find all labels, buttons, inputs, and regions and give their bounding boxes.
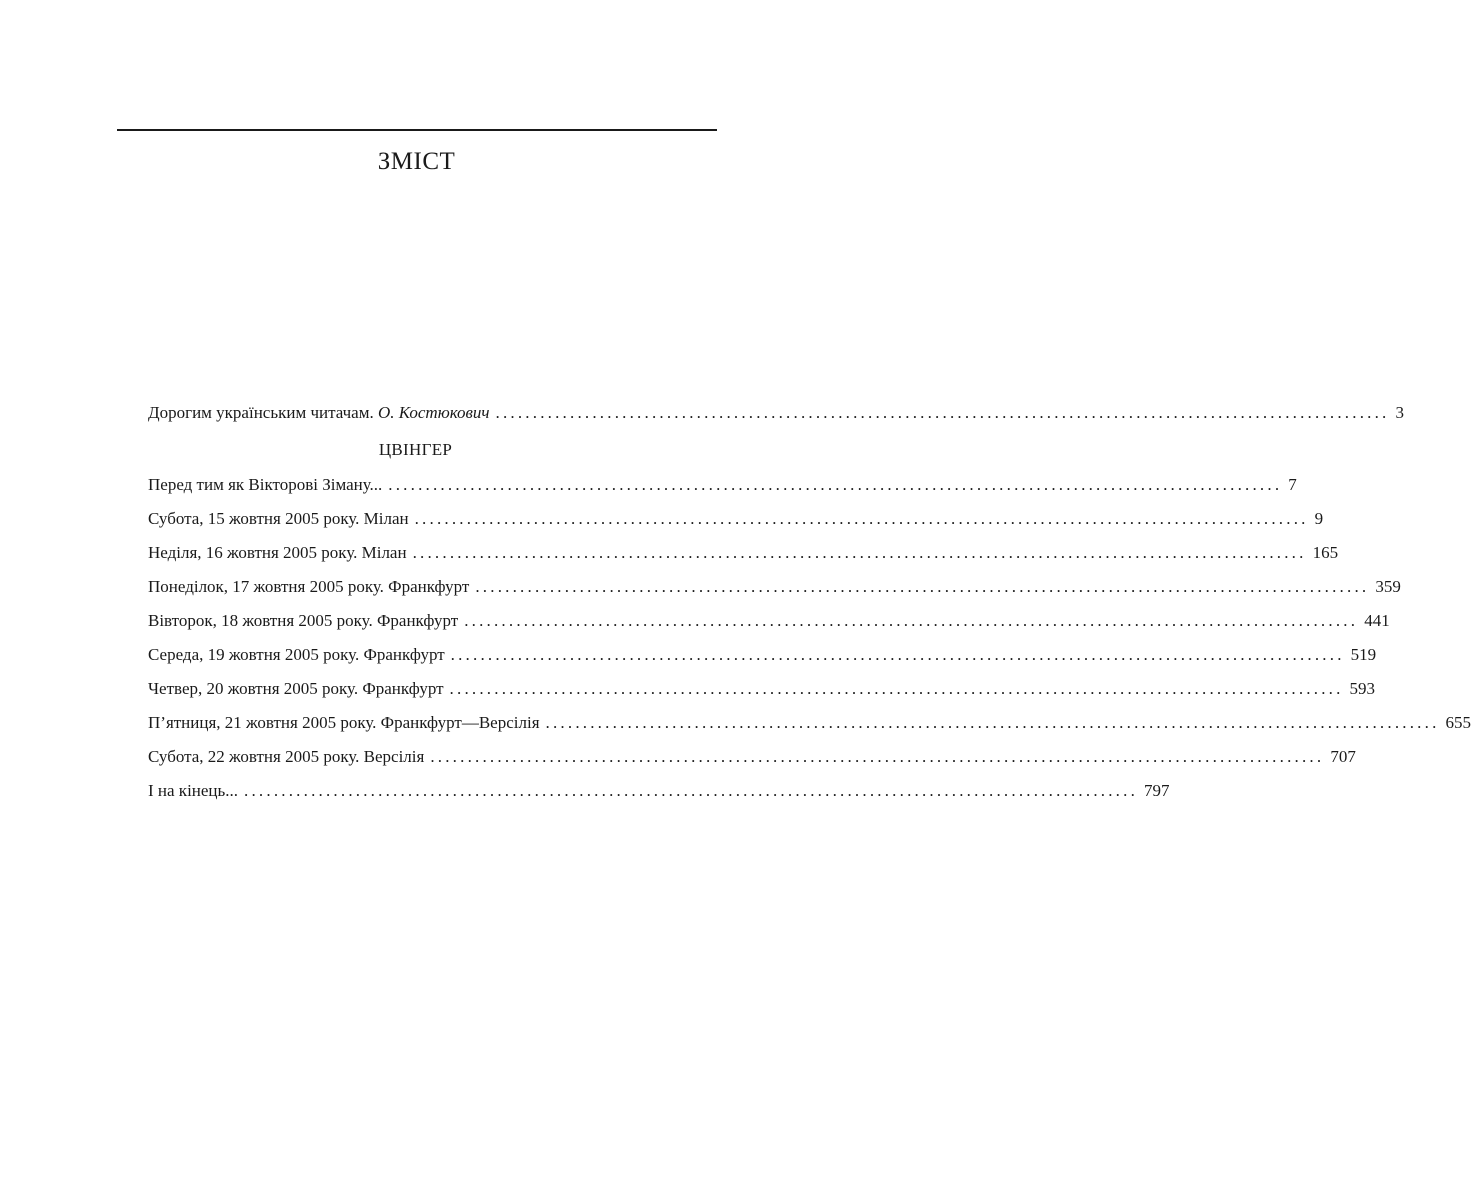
toc-page-number: 593 xyxy=(1349,679,1376,698)
toc-page-number: 359 xyxy=(1375,577,1401,596)
toc-entry-title: Субота, 22 жовтня 2005 року. Версілія xyxy=(148,747,425,766)
toc-entry-title: Неділя, 16 жовтня 2005 року. Мілан xyxy=(148,543,407,562)
toc-entry-title: Понеділок, 17 жовтня 2005 року. Франкфурт xyxy=(148,577,470,596)
toc-page-number: 165 xyxy=(1312,543,1339,562)
preface-text: Дорогим українським читачам. xyxy=(148,403,374,422)
dot-leader: ........................................................................................................................ xyxy=(412,543,1307,562)
dot-leader: ........................................................................................................................ xyxy=(430,747,1325,766)
toc-entry[interactable] xyxy=(148,536,1339,570)
dot-leader: ........................................................................................................................ xyxy=(414,509,1309,528)
top-rule xyxy=(117,129,717,131)
toc-entry-preface[interactable] xyxy=(148,396,1404,430)
toc-page-number: 441 xyxy=(1364,611,1390,630)
toc-entry[interactable] xyxy=(148,706,1471,740)
toc-entry-title: Перед тим як Вікторові Зіману... xyxy=(148,475,383,494)
toc-entry[interactable] xyxy=(148,638,1377,672)
toc-entry-title: П’ятниця, 21 жовтня 2005 року. Франкфурт—Версілія xyxy=(148,713,540,732)
toc-entry-title xyxy=(148,396,490,430)
toc-page-number: 707 xyxy=(1330,747,1356,766)
toc-page-number: 3 xyxy=(1395,403,1404,422)
toc-entry-title: Субота, 15 жовтня 2005 року. Мілан xyxy=(148,509,409,528)
dot-leader: ........................................................................................................................ xyxy=(449,679,1344,698)
toc-entry[interactable] xyxy=(148,672,1376,706)
toc-page-number: 797 xyxy=(1144,781,1170,800)
dot-leader: ........................................................................................................................ xyxy=(545,713,1440,732)
section-heading: ЦВІНГЕР xyxy=(378,440,453,459)
toc-entry-title: Середа, 19 жовтня 2005 року. Франкфурт xyxy=(148,645,445,664)
toc-entry[interactable] xyxy=(148,604,1390,638)
toc-page-number: 655 xyxy=(1445,713,1471,732)
toc-entry-title: Вівторок, 18 жовтня 2005 року. Франкфурт xyxy=(148,611,459,630)
dot-leader: ........................................................................................................................ xyxy=(450,645,1345,664)
dot-leader: ........................................................................................................................ xyxy=(475,577,1370,596)
dot-leader: ........................................................................................................................ xyxy=(388,475,1283,494)
dot-leader: ........................................................................................................................ xyxy=(495,403,1390,422)
page-title: ЗМІСТ xyxy=(377,148,456,175)
toc-entry-title: І на кінець... xyxy=(148,781,239,800)
toc-entry-title: Четвер, 20 жовтня 2005 року. Франкфурт xyxy=(148,679,444,698)
toc-entry[interactable] xyxy=(148,774,1170,808)
toc-page-number: 7 xyxy=(1288,475,1297,494)
dot-leader: ........................................................................................................................ xyxy=(244,781,1139,800)
toc-entry[interactable] xyxy=(148,570,1401,604)
toc-entry[interactable] xyxy=(148,502,1324,536)
dot-leader: ........................................................................................................................ xyxy=(464,611,1359,630)
toc-page-number: 9 xyxy=(1314,509,1324,528)
toc-page-number: 519 xyxy=(1350,645,1377,664)
toc-entry[interactable] xyxy=(148,468,1297,502)
preface-author: О. Костюкович xyxy=(377,403,490,422)
toc-entry[interactable] xyxy=(148,740,1356,774)
table-of-contents xyxy=(148,396,1471,808)
